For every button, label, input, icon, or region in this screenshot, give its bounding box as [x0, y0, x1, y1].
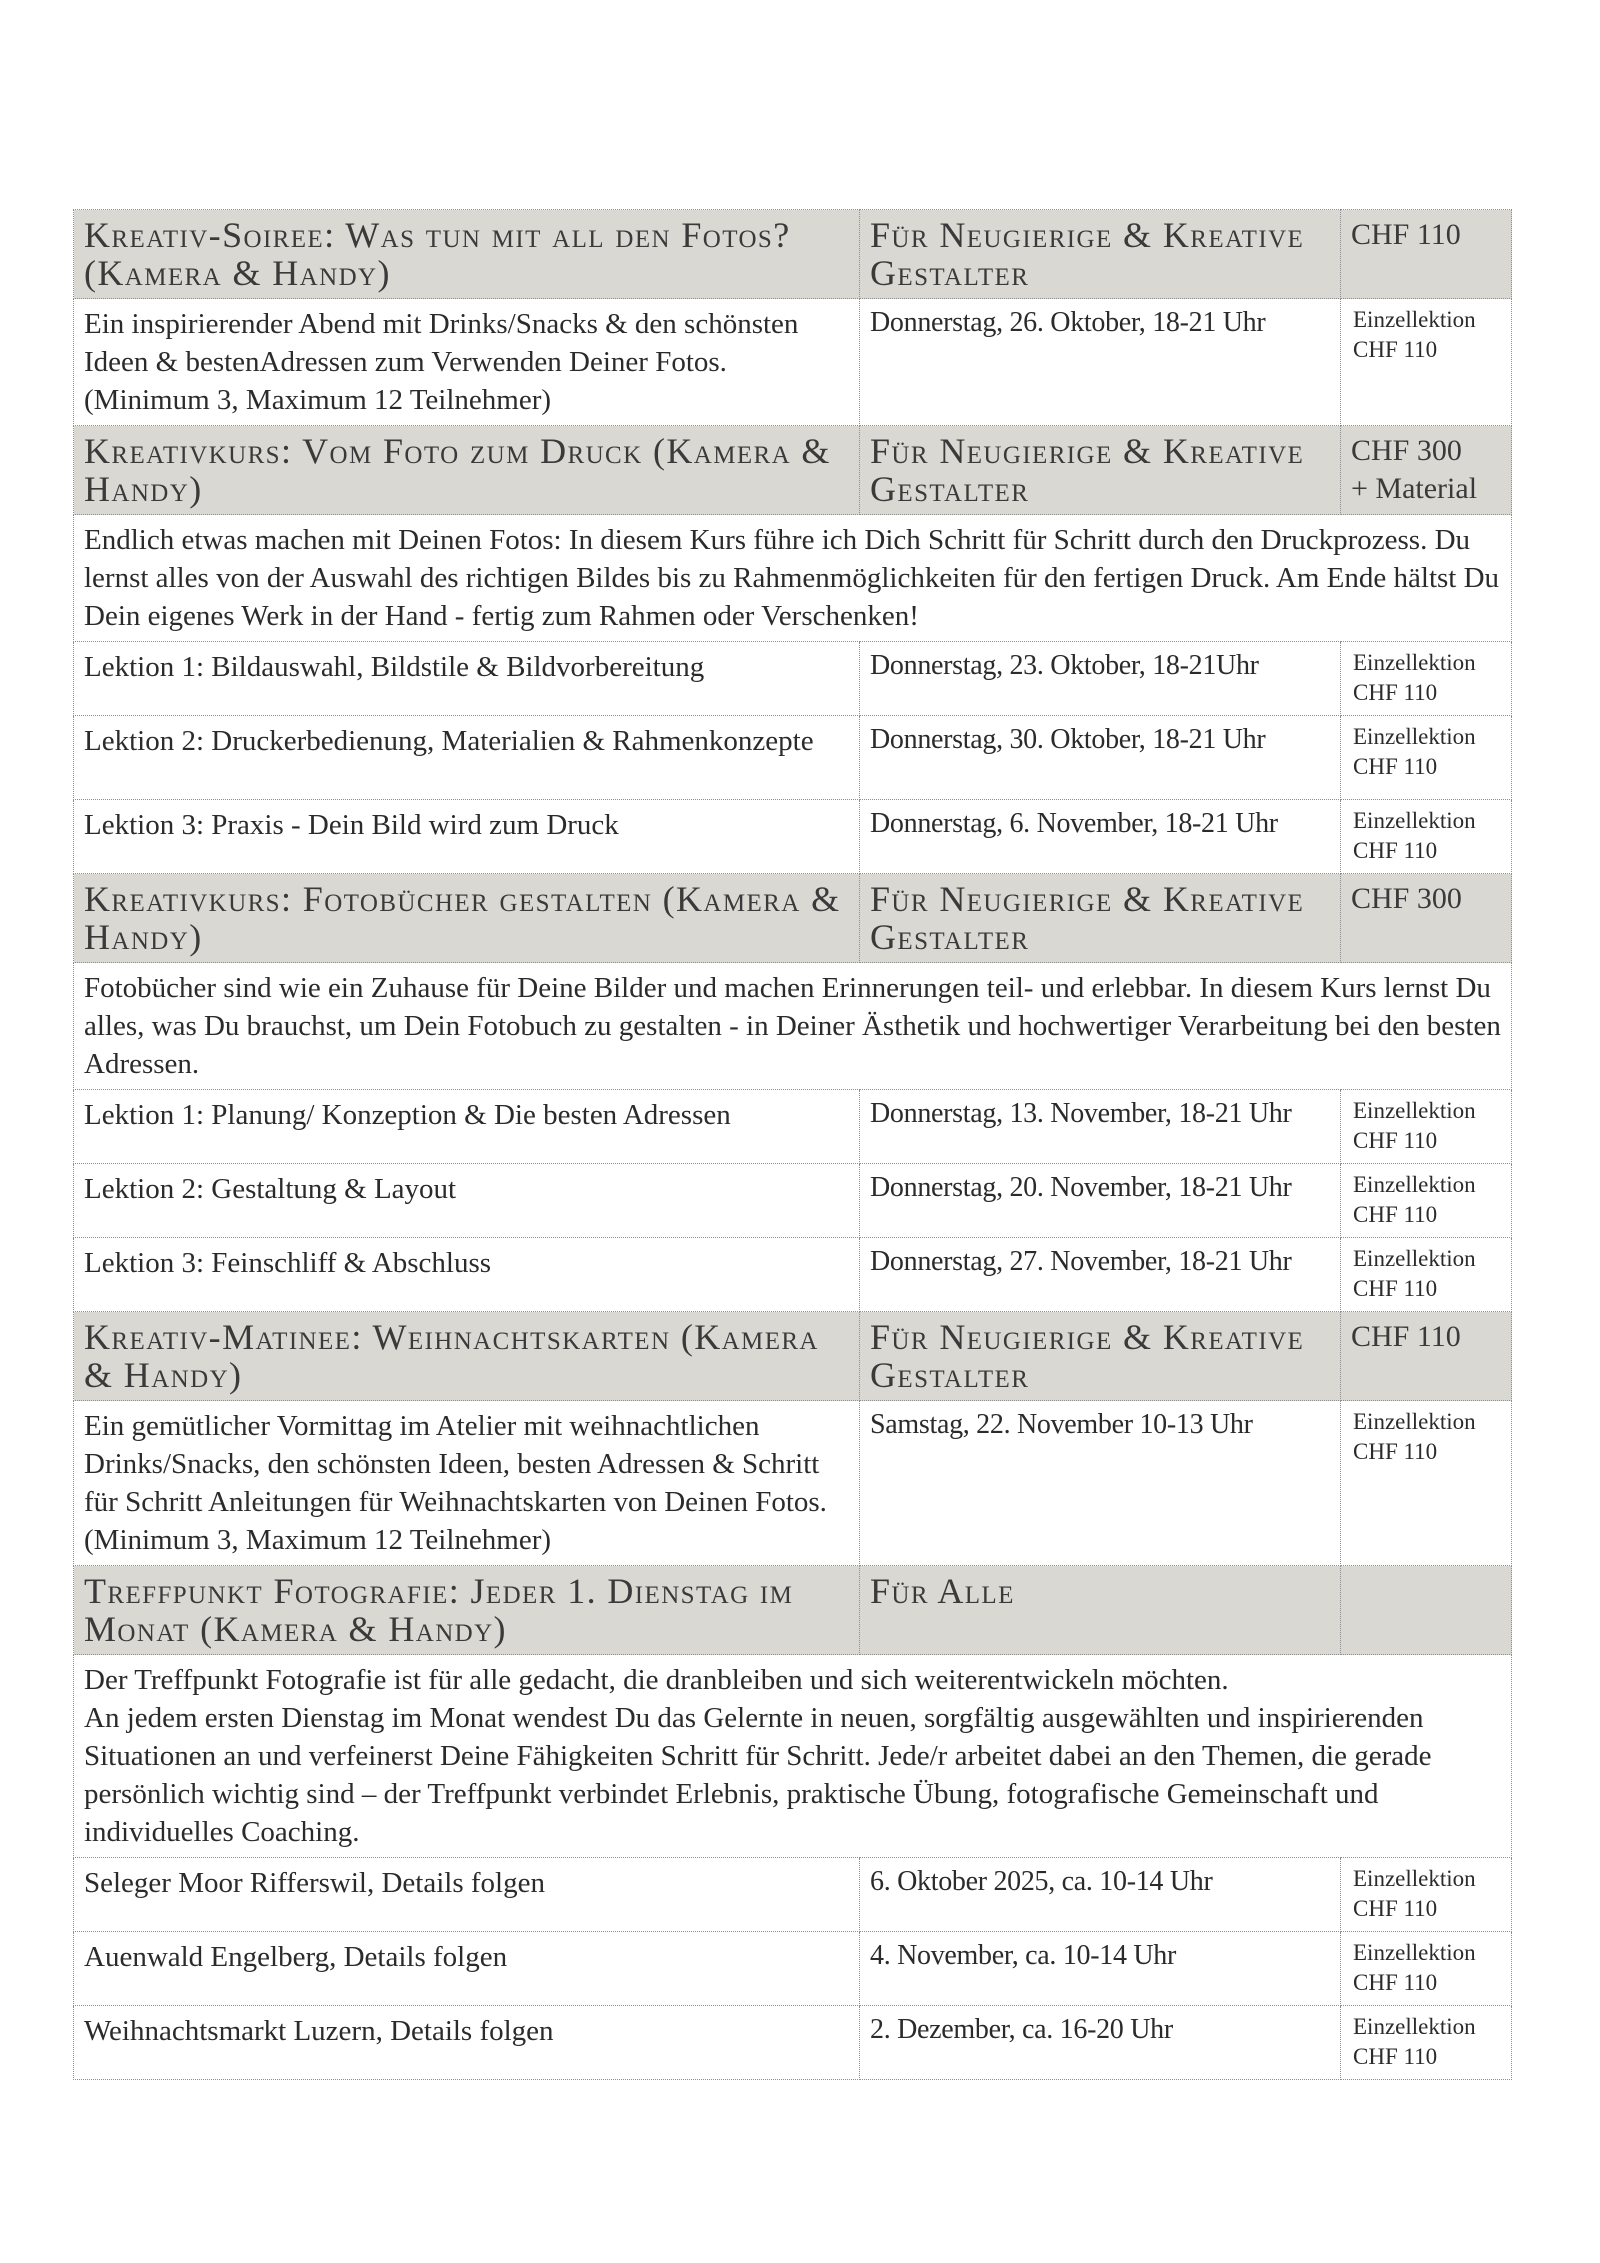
lesson-name: Auenwald Engelberg, Details folgen — [74, 1932, 860, 2006]
section-title: Kreativkurs: Vom Foto zum Druck (Kamera & Handy) — [74, 426, 860, 515]
fee-cell — [1341, 1858, 1512, 1932]
section-description-row — [74, 515, 1512, 642]
lesson-row — [74, 1932, 1512, 2006]
fee-label: Einzellektion — [1353, 1409, 1476, 1434]
fee-label: Einzellektion — [1353, 650, 1476, 675]
price-extra: + Material — [1351, 472, 1478, 505]
fee-label: Einzellektion — [1353, 1246, 1476, 1271]
section-header — [74, 1312, 1512, 1401]
fee-amount: CHF 110 — [1353, 754, 1438, 779]
lesson-date: Donnerstag, 13. November, 18-21 Uhr — [860, 1090, 1341, 1164]
fee-cell — [1341, 1238, 1512, 1312]
section-header — [74, 426, 1512, 515]
fee-label: Einzellektion — [1353, 1940, 1476, 1965]
lesson-name: Lektion 2: Gestaltung & Layout — [74, 1164, 860, 1238]
lesson-name: Lektion 3: Feinschliff & Abschluss — [74, 1238, 860, 1312]
fee-amount: CHF 110 — [1353, 838, 1438, 863]
fee-cell — [1341, 1932, 1512, 2006]
section-price: CHF 300 — [1341, 874, 1512, 963]
description-line: An jedem ersten Dienstag im Monat wendest Du das Gelernte in neuen, sorgfältig ausgewählten und inspirierenden Situationen an und verfeinerst Deine Fähigkeiten Schritt für Schritt. Jede/r arbeitet dabei an den Themen, die gerade persönlich wichtig sind – der Treffpunkt verbindet Erlebnis, praktische Übung, fotografische Gemeinschaft und individuelles Coaching. — [84, 1702, 1432, 1848]
fee-amount: CHF 110 — [1353, 1128, 1438, 1153]
section-description: Ein gemütlicher Vormittag im Atelier mit weihnachtlichen Drinks/Snacks, den schönsten Ideen, besten Adressen & Schritt für Schritt Anleitungen für Weihnachtskarten von Deinen Fotos. (Minimum 3, Maximum 12 Teilnehmer) — [74, 1401, 860, 1566]
fee-label: Einzellektion — [1353, 1098, 1476, 1123]
description-line: Der Treffpunkt Fotografie ist für alle gedacht, die dranbleiben und sich weiterentwickeln möchten. — [84, 1664, 1229, 1696]
lesson-row — [74, 1858, 1512, 1932]
section-description: Endlich etwas machen mit Deinen Fotos: In diesem Kurs führe ich Dich Schritt für Schritt durch den Druckprozess. Du lernst alles von der Auswahl des richtigen Bildes bis zu Rahmenmöglichkeiten für den fertigen Druck. Am Ende hältst Du Dein eigenes Werk in der Hand - fertig zum Rahmen oder Verschenken! — [74, 515, 1512, 642]
lesson-row — [74, 1164, 1512, 1238]
fee-label: Einzellektion — [1353, 808, 1476, 833]
lesson-date: 4. November, ca. 10-14 Uhr — [860, 1932, 1341, 2006]
lesson-row — [74, 1090, 1512, 1164]
lesson-name: Lektion 1: Planung/ Konzeption & Die besten Adressen — [74, 1090, 860, 1164]
section-price: CHF 110 — [1341, 1312, 1512, 1401]
fee-label: Einzellektion — [1353, 307, 1476, 332]
lesson-date: Donnerstag, 23. Oktober, 18-21Uhr — [860, 642, 1341, 716]
fee-cell — [1341, 1164, 1512, 1238]
fee-cell — [1341, 1401, 1512, 1566]
fee-amount: CHF 110 — [1353, 1970, 1438, 1995]
fee-amount: CHF 110 — [1353, 2044, 1438, 2069]
lesson-date: Donnerstag, 6. November, 18-21 Uhr — [860, 800, 1341, 874]
section-description — [74, 1655, 1512, 1858]
section-description: Fotobücher sind wie ein Zuhause für Deine Bilder und machen Erinnerungen teil- und erlebbar. In diesem Kurs lernst Du alles, was Du brauchst, um Dein Fotobuch zu gestalten - in Deiner Ästhetik und hochwertiger Verarbeitung bei den besten Adressen. — [74, 963, 1512, 1090]
fee-amount: CHF 110 — [1353, 1439, 1438, 1464]
section-detail-row — [74, 299, 1512, 426]
fee-cell — [1341, 299, 1512, 426]
fee-amount: CHF 110 — [1353, 1276, 1438, 1301]
section-audience: Für Neugierige & Kreative Gestalter — [860, 874, 1341, 963]
fee-amount: CHF 110 — [1353, 680, 1438, 705]
section-audience: Für Neugierige & Kreative Gestalter — [860, 426, 1341, 515]
section-price: CHF 110 — [1341, 210, 1512, 299]
fee-cell — [1341, 642, 1512, 716]
lesson-name: Weihnachtsmarkt Luzern, Details folgen — [74, 2006, 860, 2080]
lesson-date: 2. Dezember, ca. 16-20 Uhr — [860, 2006, 1341, 2080]
section-header — [74, 874, 1512, 963]
section-title: Kreativ-Soiree: Was tun mit all den Fotos? (Kamera & Handy) — [74, 210, 860, 299]
lesson-date: Donnerstag, 30. Oktober, 18-21 Uhr — [860, 716, 1341, 800]
section-description: Ein inspirierender Abend mit Drinks/Snacks & den schönsten Ideen & bestenAdressen zum Verwenden Deiner Fotos. (Minimum 3, Maximum 12 Teilnehmer) — [74, 299, 860, 426]
section-title: Treffpunkt Fotografie: Jeder 1. Dienstag im Monat (Kamera & Handy) — [74, 1566, 860, 1655]
section-description-row — [74, 963, 1512, 1090]
section-header — [74, 1566, 1512, 1655]
section-price: CHF 300 + Material — [1341, 426, 1512, 515]
fee-cell — [1341, 2006, 1512, 2080]
lesson-date: Donnerstag, 20. November, 18-21 Uhr — [860, 1164, 1341, 1238]
lesson-name: Lektion 1: Bildauswahl, Bildstile & Bildvorbereitung — [74, 642, 860, 716]
section-detail-row — [74, 1401, 1512, 1566]
section-audience: Für Neugierige & Kreative Gestalter — [860, 210, 1341, 299]
section-header — [74, 210, 1512, 299]
fee-label: Einzellektion — [1353, 1866, 1476, 1891]
section-price — [1341, 1566, 1512, 1655]
fee-label: Einzellektion — [1353, 724, 1476, 749]
section-audience: Für Alle — [860, 1566, 1341, 1655]
fee-amount: CHF 110 — [1353, 1896, 1438, 1921]
lesson-row — [74, 642, 1512, 716]
event-date: Samstag, 22. November 10-13 Uhr — [860, 1401, 1341, 1566]
fee-label: Einzellektion — [1353, 1172, 1476, 1197]
course-table — [73, 209, 1512, 2080]
lesson-name: Lektion 2: Druckerbedienung, Materialien & Rahmenkonzepte — [74, 716, 860, 800]
lesson-row — [74, 1238, 1512, 1312]
lesson-row — [74, 2006, 1512, 2080]
fee-cell — [1341, 800, 1512, 874]
lesson-name: Seleger Moor Rifferswil, Details folgen — [74, 1858, 860, 1932]
section-title: Kreativ-Matinee: Weihnachtskarten (Kamera & Handy) — [74, 1312, 860, 1401]
section-audience: Für Neugierige & Kreative Gestalter — [860, 1312, 1341, 1401]
fee-cell — [1341, 1090, 1512, 1164]
lesson-date: 6. Oktober 2025, ca. 10-14 Uhr — [860, 1858, 1341, 1932]
fee-amount: CHF 110 — [1353, 1202, 1438, 1227]
lesson-row — [74, 800, 1512, 874]
section-description-row — [74, 1655, 1512, 1858]
lesson-name: Lektion 3: Praxis - Dein Bild wird zum Druck — [74, 800, 860, 874]
fee-amount: CHF 110 — [1353, 337, 1438, 362]
lesson-date: Donnerstag, 27. November, 18-21 Uhr — [860, 1238, 1341, 1312]
event-date: Donnerstag, 26. Oktober, 18-21 Uhr — [860, 299, 1341, 426]
section-title: Kreativkurs: Fotobücher gestalten (Kamera & Handy) — [74, 874, 860, 963]
fee-cell — [1341, 716, 1512, 800]
fee-label: Einzellektion — [1353, 2014, 1476, 2039]
lesson-row — [74, 716, 1512, 800]
